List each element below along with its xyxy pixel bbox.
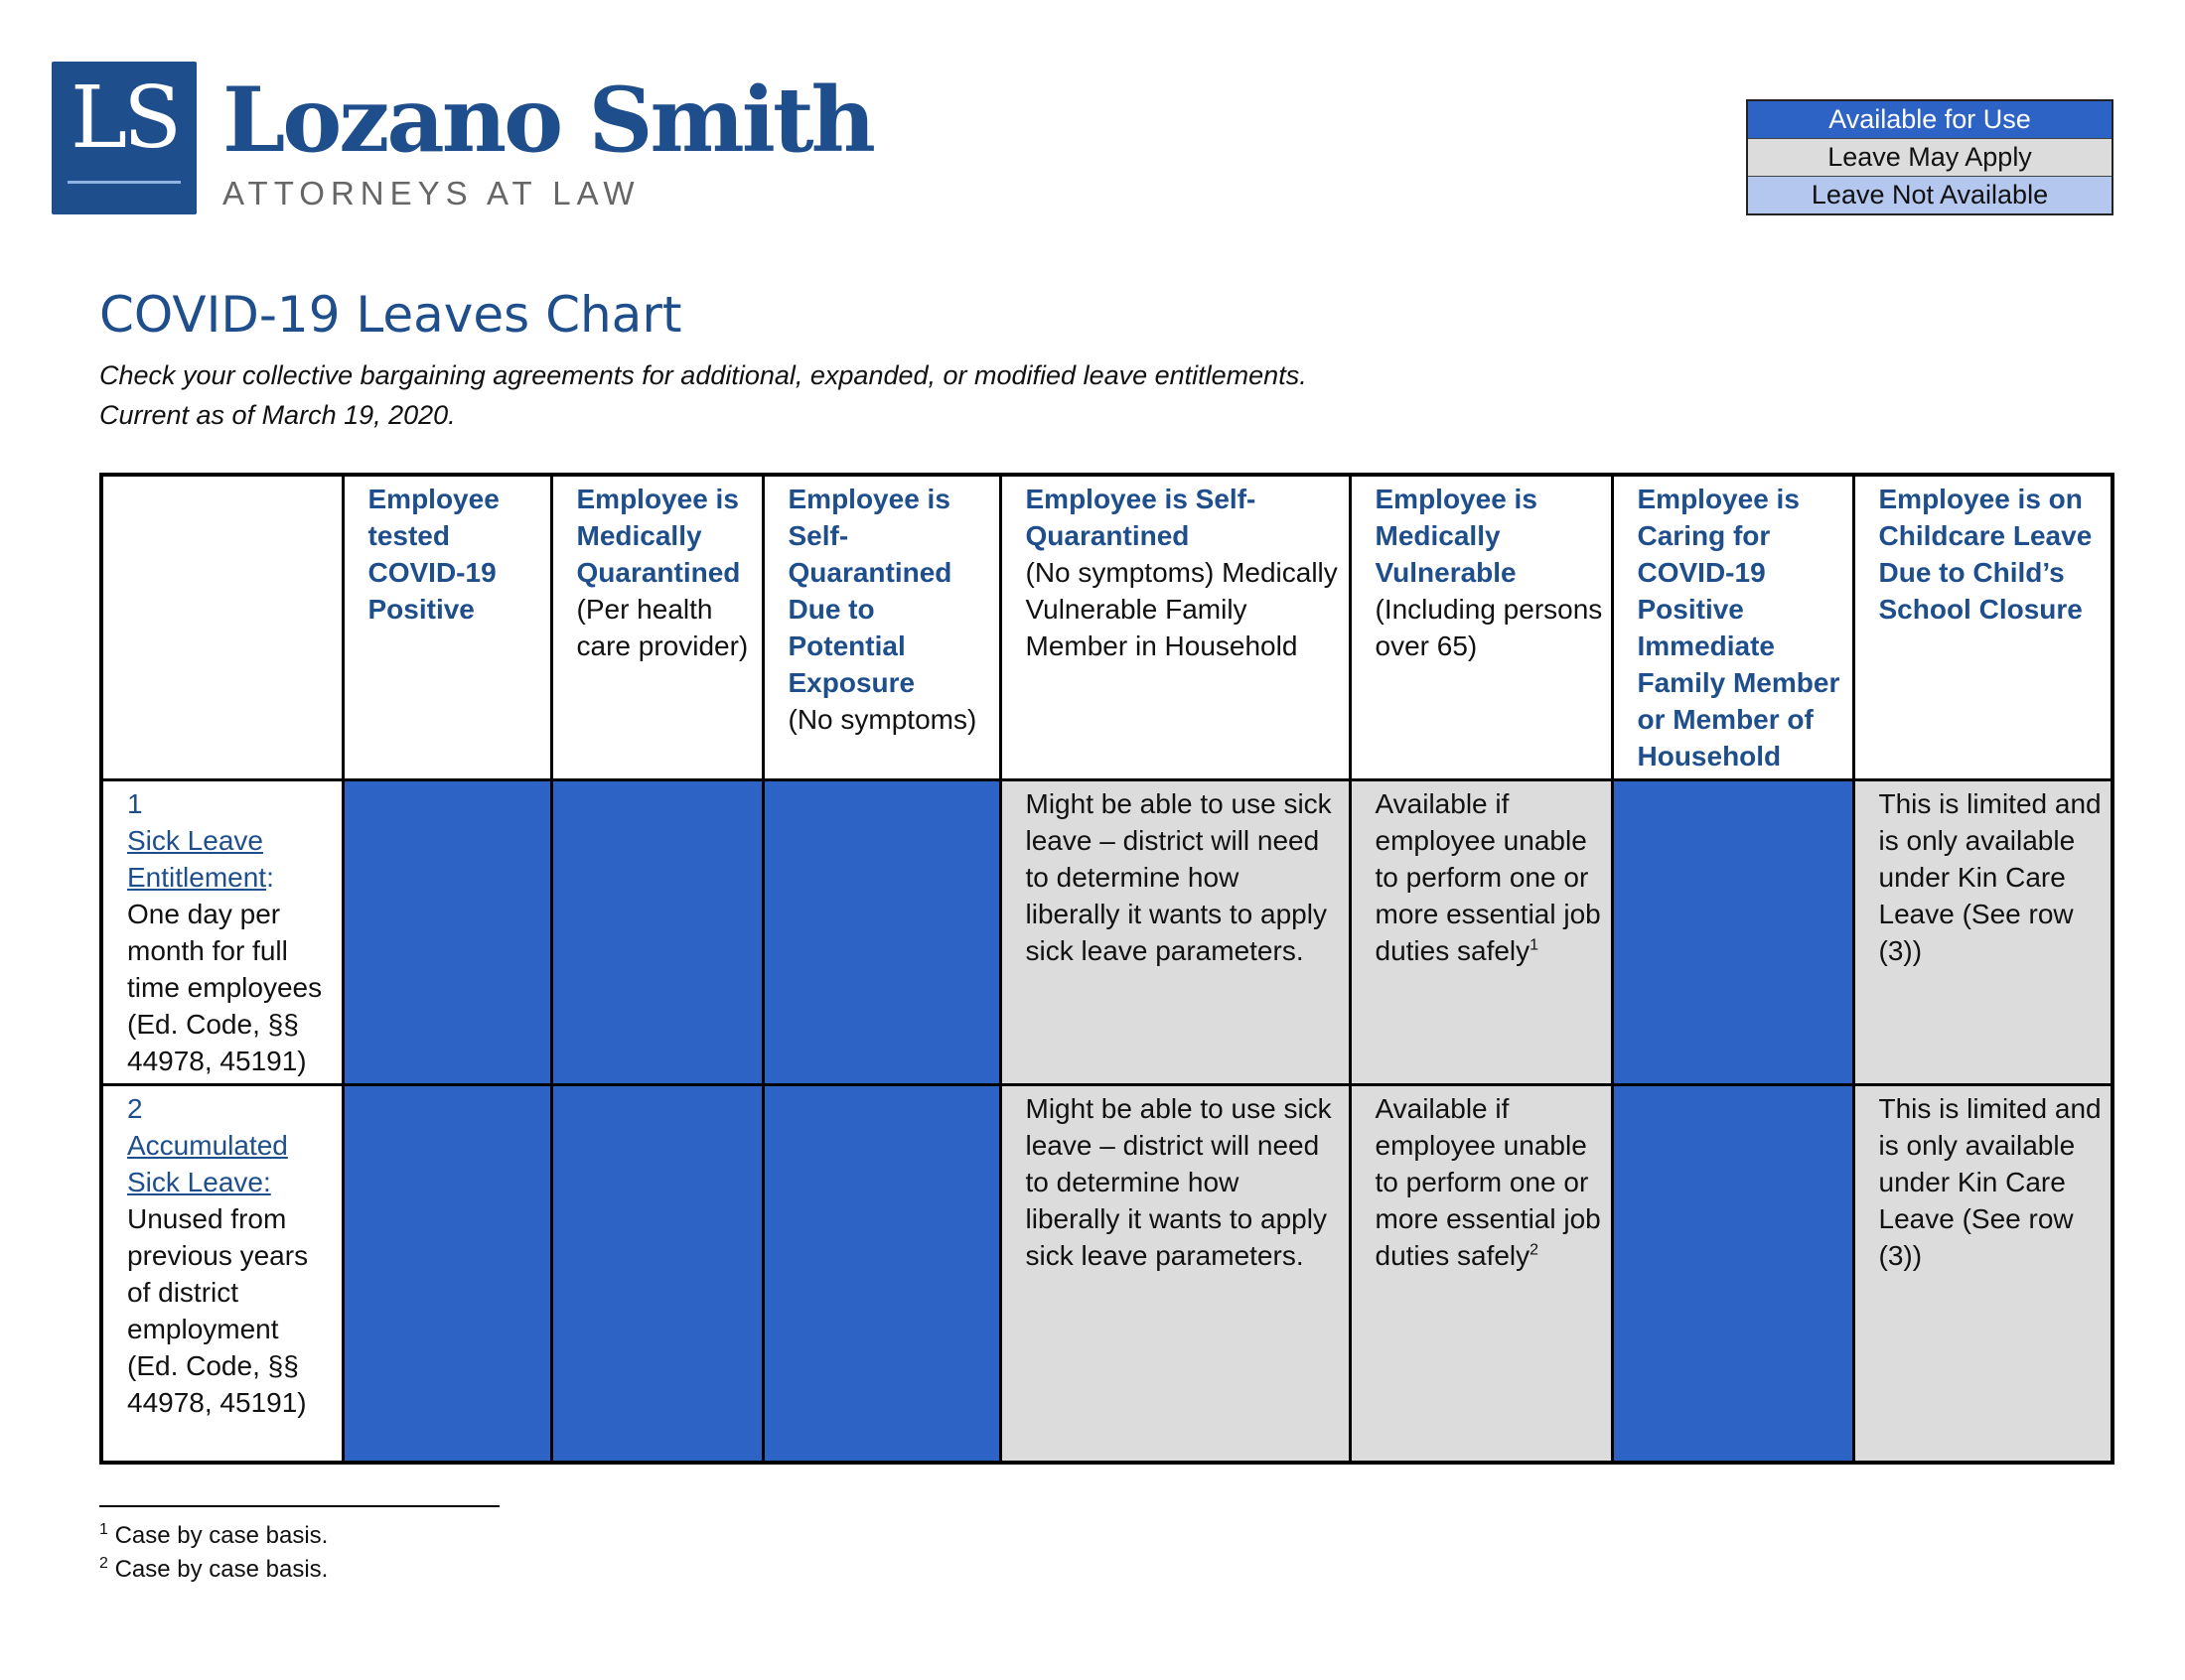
column-header bbox=[551, 475, 763, 780]
leave-cell bbox=[763, 1085, 1000, 1463]
cell-text: Available if employee unable to perform one or more essential job duties safely bbox=[1375, 788, 1601, 966]
leave-cell bbox=[1350, 1085, 1612, 1463]
legend-not-available: Leave Not Available bbox=[1748, 177, 2112, 213]
column-header-main: Employee is Self-Quarantined bbox=[1025, 484, 1256, 551]
leave-cell bbox=[1612, 780, 1853, 1085]
leave-cell bbox=[343, 1085, 551, 1463]
logo-tagline: ATTORNEYS AT LAW bbox=[222, 175, 641, 211]
column-header-main: Employee tested COVID-19 Positive bbox=[367, 484, 500, 625]
row-header-accumulated-sick-leave bbox=[101, 1085, 343, 1463]
column-header-sub: (Including persons over 65) bbox=[1375, 594, 1603, 661]
row-description: Unused from previous years of district employment (Ed. Code, §§ 44978, 45191) bbox=[127, 1203, 309, 1418]
leave-cell bbox=[1612, 1085, 1853, 1463]
row-name-link[interactable]: Accumulated Sick Leave: bbox=[127, 1130, 288, 1197]
footnote-ref[interactable]: 2 bbox=[1530, 1241, 1539, 1259]
page-subtitle bbox=[99, 355, 1307, 435]
cell-text: Might be able to use sick leave – district will need to determine how liberally it wants to apply sick leave parameters. bbox=[1025, 788, 1332, 966]
leave-cell bbox=[551, 1085, 763, 1463]
cell-text: This is limited and is only available under Kin Care Leave (See row (3)) bbox=[1878, 1093, 2102, 1271]
subtitle-line: Check your collective bargaining agreements for additional, expanded, or modified leave entitlements. bbox=[99, 360, 1307, 390]
leave-cell bbox=[1350, 780, 1612, 1085]
footnote bbox=[99, 1519, 328, 1553]
footnotes bbox=[99, 1519, 328, 1587]
logo-monogram-box bbox=[52, 62, 197, 214]
leave-cell bbox=[1853, 1085, 2112, 1463]
column-header bbox=[1000, 475, 1350, 780]
row-description: One day per month for full time employees (Ed. Code, §§ 44978, 45191) bbox=[127, 899, 323, 1076]
column-header bbox=[1853, 475, 2112, 780]
table-row bbox=[101, 1085, 2112, 1463]
column-header bbox=[1612, 475, 1853, 780]
legend bbox=[1746, 99, 2113, 215]
column-header-main: Employee is Medically Quarantined bbox=[576, 484, 741, 588]
row-number: 2 bbox=[127, 1093, 143, 1124]
column-header bbox=[1350, 475, 1612, 780]
table-header-row bbox=[101, 475, 2112, 780]
column-header-sub: (Per health care provider) bbox=[576, 594, 749, 661]
table-row bbox=[101, 780, 2112, 1085]
logo-monogram: LS bbox=[70, 69, 179, 168]
row-name-suffix: : bbox=[266, 862, 274, 893]
column-header bbox=[763, 475, 1000, 780]
row-number: 1 bbox=[127, 788, 143, 819]
footnote-mark: 2 bbox=[99, 1555, 108, 1572]
cell-text: Available if employee unable to perform one or more essential job duties safely bbox=[1375, 1093, 1601, 1271]
column-header-main: Employee is on Childcare Leave Due to Child’s School Closure bbox=[1878, 484, 2093, 625]
leave-cell bbox=[551, 780, 763, 1085]
page-title: COVID-19 Leaves Chart bbox=[99, 286, 682, 344]
leave-cell bbox=[343, 780, 551, 1085]
firm-logo bbox=[52, 62, 873, 216]
leave-cell bbox=[1853, 780, 2112, 1085]
cell-text: This is limited and is only available under Kin Care Leave (See row (3)) bbox=[1878, 788, 2102, 966]
column-header-sub: (No symptoms) bbox=[788, 704, 977, 735]
legend-available: Available for Use bbox=[1748, 101, 2112, 139]
leave-cell bbox=[763, 780, 1000, 1085]
column-header-main: Employee is Caring for COVID-19 Positive Immediate Family Member or Member of Household bbox=[1637, 484, 1840, 771]
column-header-main: Employee is Self-Quarantined Due to Potential Exposure bbox=[788, 484, 952, 698]
leaves-table bbox=[99, 473, 2114, 1465]
header-corner-cell bbox=[101, 475, 343, 780]
logo-firm-name: Lozano Smith bbox=[222, 68, 873, 173]
footnote-text: Case by case basis. bbox=[114, 1522, 329, 1549]
row-name-link[interactable]: Sick Leave Entitlement bbox=[127, 825, 267, 893]
logo-text bbox=[222, 62, 873, 212]
footnote-mark: 1 bbox=[99, 1521, 108, 1538]
subtitle-line: Current as of March 19, 2020. bbox=[99, 400, 456, 430]
logo-rule bbox=[68, 181, 181, 184]
footnote-ref[interactable]: 1 bbox=[1530, 936, 1539, 954]
cell-text: Might be able to use sick leave – district will need to determine how liberally it wants to apply sick leave parameters. bbox=[1025, 1093, 1332, 1271]
leave-cell bbox=[1000, 780, 1350, 1085]
column-header bbox=[343, 475, 551, 780]
column-header-main: Employee is Medically Vulnerable bbox=[1375, 484, 1537, 588]
footnote bbox=[99, 1553, 328, 1587]
legend-may-apply: Leave May Apply bbox=[1748, 139, 2112, 177]
leave-cell bbox=[1000, 1085, 1350, 1463]
footnote-text: Case by case basis. bbox=[114, 1556, 329, 1583]
row-header-sick-leave-entitlement bbox=[101, 780, 343, 1085]
footnote-divider bbox=[99, 1505, 500, 1507]
column-header-sub: (No symptoms) Medically Vulnerable Family Member in Household bbox=[1025, 557, 1338, 661]
